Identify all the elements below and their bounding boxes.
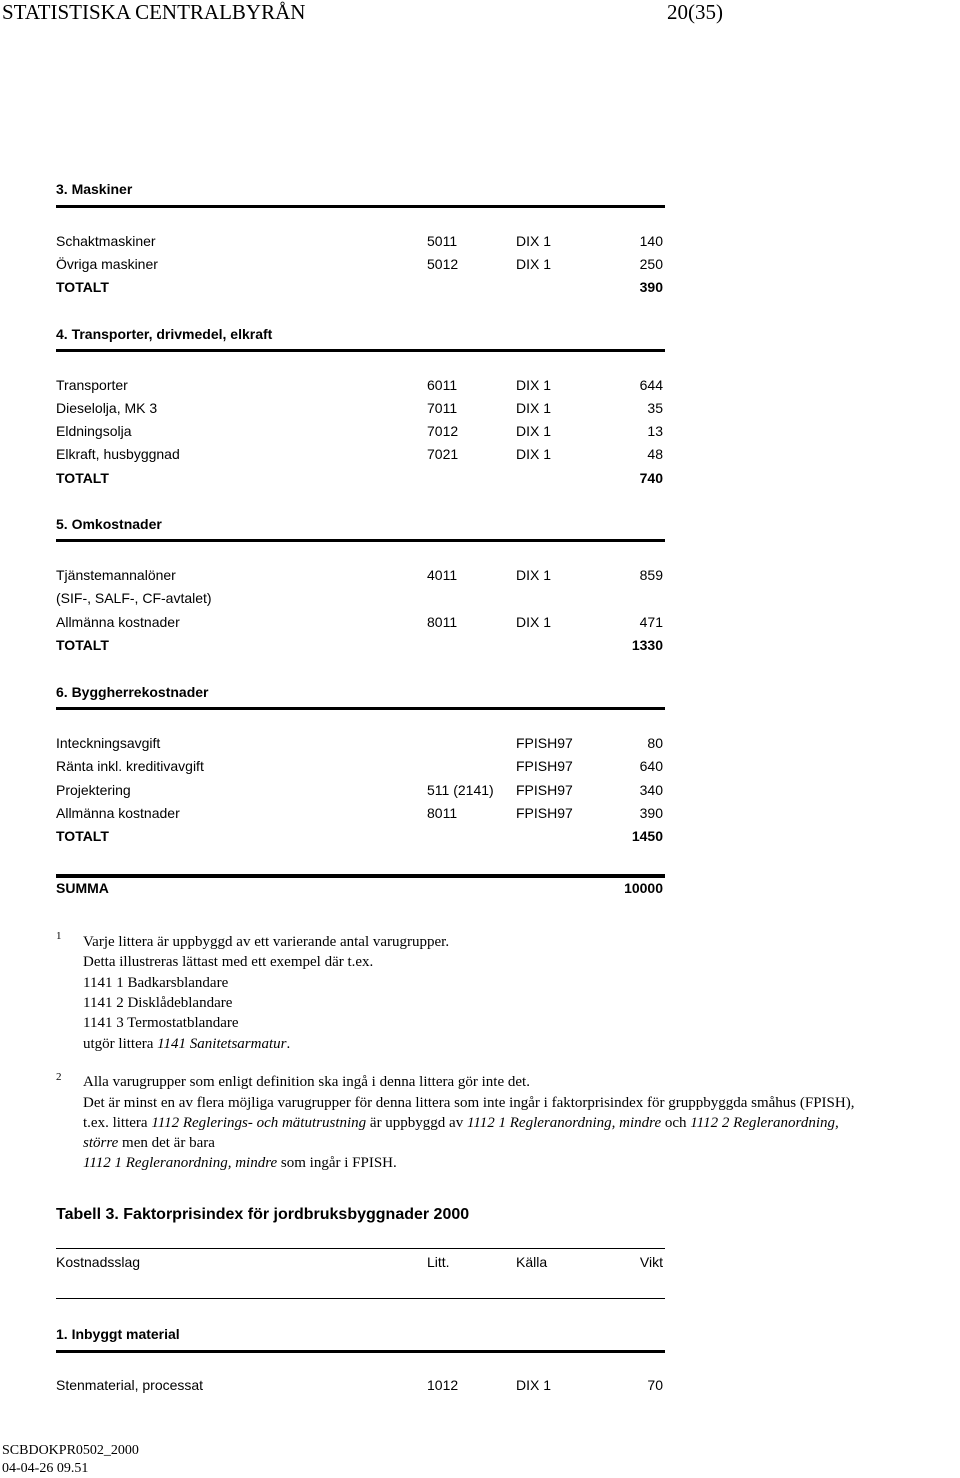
row-name: Tjänstemannalöner (56, 567, 176, 583)
document-id: SCBDOKPR0502_2000 (2, 1443, 139, 1458)
table-row (56, 735, 663, 753)
table-row (56, 590, 663, 608)
row-vikt: 640 (639, 758, 663, 774)
row-litt: 4011 (427, 567, 458, 583)
row-vikt: 35 (647, 400, 663, 416)
row-kalla: DIX 1 (516, 233, 552, 249)
table-row (56, 567, 663, 585)
section-title-transporter: 4. Transporter, drivmedel, elkraft (56, 326, 273, 342)
footnote-line: Alla varugrupper som enligt definition ska ingå i denna littera gör inte det. (83, 1074, 530, 1090)
row-vikt: 250 (639, 256, 663, 272)
footnote-italic: 1112 1 Regleranordning, mindre (83, 1155, 278, 1171)
table-row (56, 758, 663, 776)
row-vikt: 644 (639, 377, 663, 393)
total-label: TOTALT (56, 279, 109, 295)
summa-value: 10000 (624, 880, 663, 896)
footnote-line (83, 1115, 839, 1132)
table-header-rule (56, 1298, 665, 1299)
row-kalla: DIX 1 (516, 256, 552, 272)
summa-row (56, 880, 663, 898)
row-name: Övriga maskiner (56, 256, 158, 272)
row-kalla: DIX 1 (516, 377, 552, 393)
total-value: 390 (639, 279, 663, 295)
row-vikt: 471 (639, 614, 663, 630)
row-name: Ränta inkl. kreditivavgift (56, 758, 204, 774)
row-kalla: DIX 1 (516, 567, 552, 583)
row-name: Transporter (56, 377, 128, 393)
footnote-line: 1141 3 Termostatblandare (83, 1015, 239, 1031)
table-row (56, 423, 663, 441)
table-row (56, 614, 663, 632)
total-value: 1450 (631, 828, 663, 844)
total-label: TOTALT (56, 470, 109, 486)
section-divider (56, 1350, 665, 1353)
row-name: Dieselolja, MK 3 (56, 400, 158, 416)
table-row (56, 805, 663, 823)
row-kalla: DIX 1 (516, 446, 552, 462)
total-row (56, 279, 663, 297)
footnote-italic: större (83, 1135, 119, 1151)
row-name: Inteckningsavgift (56, 735, 161, 751)
table-row (56, 256, 663, 274)
row-kalla: FPISH97 (516, 758, 573, 774)
table-row (56, 782, 663, 800)
section-divider (56, 539, 665, 542)
footnote-marker: 2 (56, 1071, 62, 1083)
row-litt: 511 (2141) (427, 782, 494, 798)
footnote-line: Detta illustreras lättast med ett exempel där t.ex. (83, 954, 374, 970)
row-kalla: FPISH97 (516, 735, 573, 751)
footnote-italic: 1141 Sanitetsarmatur (157, 1036, 287, 1052)
column-header-vikt: Vikt (639, 1254, 663, 1270)
footnote-line (83, 1036, 290, 1053)
footnote-marker: 1 (56, 930, 62, 942)
footnote-italic: 1112 2 Regleranordning, (690, 1115, 839, 1131)
section-divider (56, 707, 665, 710)
footnote-line: 1141 1 Badkarsblandare (83, 975, 229, 991)
table-row (56, 233, 663, 251)
document-timestamp: 04-04-26 09.51 (2, 1461, 89, 1476)
total-row (56, 470, 663, 488)
row-name: Stenmaterial, processat (56, 1377, 204, 1393)
total-row (56, 637, 663, 655)
footnote-italic: 1112 1 Regleranordning, mindre (466, 1115, 662, 1131)
footnote-text: . (286, 1036, 291, 1052)
row-litt: 5011 (427, 233, 458, 249)
table-row (56, 400, 663, 418)
total-label: TOTALT (56, 828, 109, 844)
row-litt: 8011 (427, 805, 458, 821)
table-top-rule (56, 1248, 665, 1249)
row-vikt: 340 (639, 782, 663, 798)
section-title-byggherrekostnader: 6. Byggherrekostnader (56, 684, 209, 700)
footnote-line: 1141 2 Disklådeblandare (83, 995, 233, 1011)
row-litt: 1012 (427, 1377, 459, 1393)
section-divider (56, 205, 665, 208)
table-row (56, 1377, 663, 1395)
total-label: TOTALT (56, 637, 109, 653)
row-litt: 6011 (427, 377, 458, 393)
table-row (56, 377, 663, 395)
total-value: 1330 (631, 637, 663, 653)
row-litt: 8011 (427, 614, 458, 630)
table-row (56, 446, 663, 464)
footnote-italic: 1112 Reglerings- och mätutrustning (151, 1115, 367, 1131)
row-litt: 7021 (427, 446, 459, 462)
row-kalla: DIX 1 (516, 1377, 552, 1393)
footnote-text: är uppbyggd av (366, 1115, 467, 1131)
column-header-kostnadsslag: Kostnadsslag (56, 1254, 141, 1270)
section-divider (56, 349, 665, 352)
footnote-line: Det är minst en av flera möjliga varugrupper för denna littera som inte ingår i faktorprisindex för gruppbyggda småhus (FPISH), (83, 1095, 855, 1111)
page-number: 20(35) (667, 0, 723, 24)
footnote-text: t.ex. littera (83, 1115, 152, 1131)
row-litt: 7012 (427, 423, 459, 439)
section-title-inbyggt-material: 1. Inbyggt material (56, 1326, 180, 1342)
table-header-row (56, 1254, 663, 1272)
row-vikt: 390 (639, 805, 663, 821)
row-vikt: 140 (639, 233, 663, 249)
table-title: Tabell 3. Faktorprisindex för jordbruksbyggnader 2000 (56, 1206, 470, 1223)
row-kalla: DIX 1 (516, 423, 552, 439)
footnote-text: och (661, 1115, 691, 1131)
section-title-maskiner: 3. Maskiner (56, 181, 133, 197)
footnote-text: utgör littera (83, 1036, 158, 1052)
row-name: Elkraft, husbyggnad (56, 446, 180, 462)
row-name: Projektering (56, 782, 131, 798)
footnote-line (83, 1155, 397, 1172)
row-name: Allmänna kostnader (56, 614, 180, 630)
row-vikt: 13 (647, 423, 663, 439)
row-litt: 5012 (427, 256, 459, 272)
footnote-line (83, 1135, 215, 1152)
row-kalla: FPISH97 (516, 782, 573, 798)
section-title-omkostnader: 5. Omkostnader (56, 516, 162, 532)
row-vikt: 48 (647, 446, 663, 462)
organization-header: STATISTISKA CENTRALBYRÅN (2, 0, 306, 24)
row-vikt: 70 (647, 1377, 663, 1393)
row-kalla: DIX 1 (516, 614, 552, 630)
footnote-line: Varje littera är uppbyggd av ett varierande antal varugrupper. (83, 934, 450, 950)
column-header-litt: Litt. (427, 1254, 450, 1270)
column-header-kalla: Källa (516, 1254, 548, 1270)
row-name: Eldningsolja (56, 423, 132, 439)
row-vikt: 80 (647, 735, 663, 751)
total-row (56, 828, 663, 846)
row-name: Schaktmaskiner (56, 233, 156, 249)
row-name: Allmänna kostnader (56, 805, 180, 821)
summa-label: SUMMA (56, 880, 109, 896)
row-kalla: DIX 1 (516, 400, 552, 416)
summa-divider (56, 874, 665, 878)
row-name: (SIF-, SALF-, CF-avtalet) (56, 590, 212, 606)
row-kalla: FPISH97 (516, 805, 573, 821)
total-value: 740 (639, 470, 663, 486)
footnote-text: men det är bara (118, 1135, 215, 1151)
footnote-text: som ingår i FPISH. (277, 1155, 397, 1171)
row-litt: 7011 (427, 400, 458, 416)
row-vikt: 859 (639, 567, 663, 583)
